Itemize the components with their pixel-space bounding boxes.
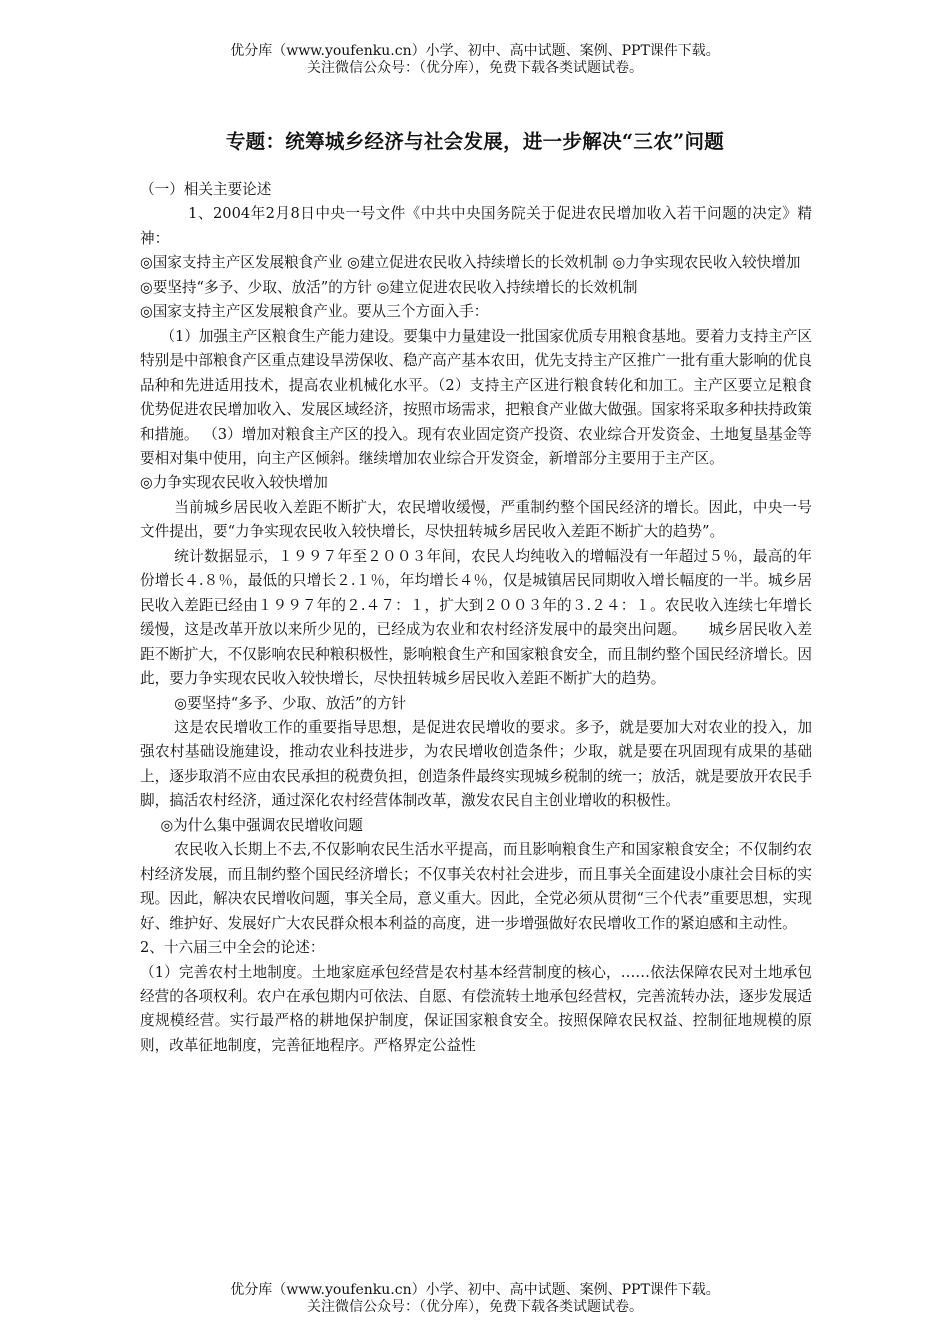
paragraph: 农民收入长期上不去,不仅影响农民生活水平提高，而且影响粮食生产和国家粮食安全；不仅制约农村经济发展，而且制约整个国民经济增长；不仅事关农村社会进步，而且事关全面建设小康社会目标的实现。因此，解决农民增收问题，事关全局，意义重大。因此，全党必须从贯彻“三个代表”重要思想，实现好、维护好、发展好广大农民群众根本利益的高度，进一步增强做好农民增收工作的紧迫感和主动性。 (140, 841, 812, 932)
paragraph: ◎要坚持“多予、少取、放活”的方针 ◎建立促进农民收入持续增长的长效机制 (140, 278, 638, 296)
paragraph: （1）加强主产区粮食生产能力建设。要集中力量建设一批国家优质专用粮食基地。要着力支持主产区特别是中部粮食产区重点建设旱涝保收、稳产高产基本农田，优先支持主产区推广一批有重大影响的优良品种和先进适用技术，提高农业机械化水平。（2）支持主产区进行粮食转化和加工。主产区要立足粮食优势促进农民增加收入、发展区域经济，按照市场需求，把粮食产业做大做强。国家将采取多种扶持政策和措施。 （3）增加对粮食主产区的投入。现有农业固定资产投资、农业综合开发资金、土地复垦基金等要相对集中使用，向主产区倾斜。继续增加农业综合开发资金，新增部分主要用于主产区。 (140, 327, 812, 467)
page-footer (0, 1282, 950, 1316)
paragraph: 2、十六届三中全会的论述： (140, 939, 325, 957)
section-heading: （一）相关主要论述 (140, 181, 272, 198)
paragraph: ◎国家支持主产区发展粮食产业。要从三个方面入手： (140, 303, 489, 321)
paragraph: 这是农民增收工作的重要指导思想，是促进农民增收的要求。多予，就是要加大对农业的投入，加强农村基础设施建设，推动农业科技进步，为农民增收创造条件；少取，就是要在巩固现有成果的基础上，逐步取消不应由农民承担的税费负担，创造条件最终实现城乡税制的统一；放活，就是要放开农民手脚，搞活农村经济，通过深化农村经营体制改革，激发农民自主创业增收的积极性。 (140, 718, 812, 810)
document-body (140, 178, 812, 1058)
header-line-1: 优分库（www.youfenku.cn）小学、初中、高中试题、案例、PPT课件下载。 (230, 43, 720, 59)
paragraph: 当前城乡居民收入差距不断扩大，农民增收缓慢，严重制约整个国民经济的增长。因此，中央一号文件提出，要“力争实现农民收入较快增长，尽快扭转城乡居民收入差距不断扩大的趋势”。 (140, 498, 812, 541)
paragraph: 1、2004年2月8日中央一号文件《中共中央国务院关于促进农民增加收入若干问题的决定》精神： (140, 205, 812, 247)
paragraph: ◎力争实现农民收入较快增加 (140, 474, 328, 492)
document-title: 专题：统筹城乡经济与社会发展，进一步解决“三农”问题 (225, 130, 725, 153)
page-header (0, 43, 950, 77)
paragraph: 统计数据显示，１９９７年至２００３年间，农民人均纯收入的增幅没有一年超过５％，最高的年份增长４.８％，最低的只增长２.１％，年均增长４％，仅是城镇居民同期收入增长幅度的一半。城乡居民收入差距已经由１９９７年的２.４７：１，扩大到２００３年的３.２４：１。农民收入连续七年增长缓慢，这是改革开放以来所少见的，已经成为农业和农村经济发展中的最突出问题。 城乡居民收入差距不断扩大，不仅影响农民种粮积极性，影响粮食生产和国家粮食安全，而且制约整个国民经济增长。因此，要力争实现农民收入较快增长，尽快扭转城乡居民收入差距不断扩大的趋势。 (140, 547, 812, 688)
footer-line-1: 优分库（www.youfenku.cn）小学、初中、高中试题、案例、PPT课件下载。 (230, 1282, 720, 1298)
paragraph: （1）完善农村土地制度。土地家庭承包经营是农村基本经营制度的核心，……依法保障农民对土地承包经营的各项权利。农户在承包期内可依法、自愿、有偿流转土地承包经营权，完善流转办法，逐步发展适度规模经营。实行最严格的耕地保护制度，保证国家粮食安全。按照保障农民权益、控制征地规模的原则，改革征地制度，完善征地程序。严格界定公益性 (140, 963, 812, 1054)
footer-line-2: 关注微信公众号：（优分库），免费下载各类试题试卷。 (307, 1299, 643, 1315)
paragraph: ◎要坚持“多予、少取、放活”的方针 (174, 694, 407, 712)
header-line-2: 关注微信公众号：（优分库），免费下载各类试题试卷。 (307, 60, 643, 76)
paragraph: ◎国家支持主产区发展粮食产业 ◎建立促进农民收入持续增长的长效机制 ◎力争实现农民收入较快增加 (140, 254, 801, 272)
paragraph: ◎为什么集中强调农民增收问题 (160, 816, 363, 834)
